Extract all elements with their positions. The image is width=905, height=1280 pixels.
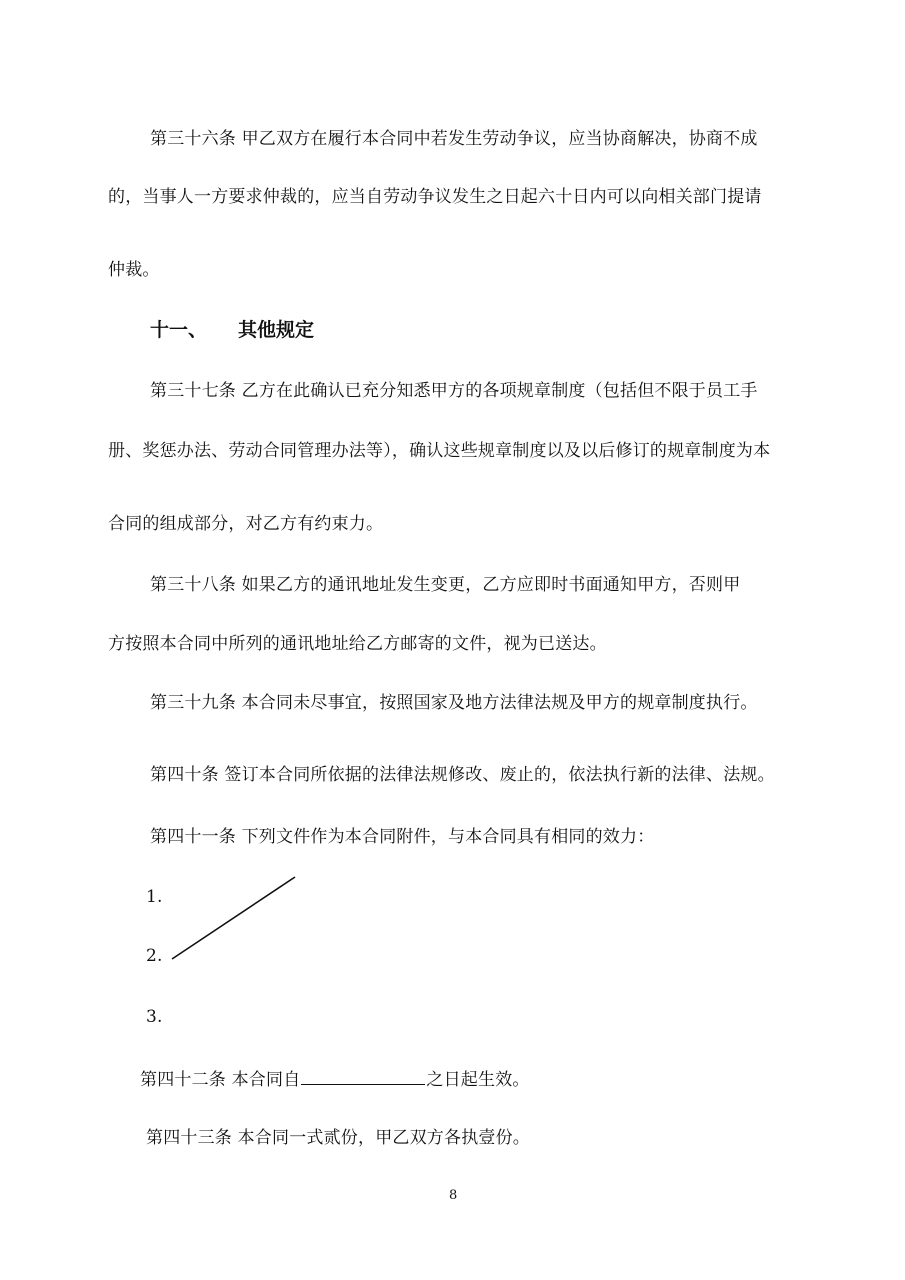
- attachment-item-1: 1.: [146, 887, 163, 907]
- section-11-number: 十一、: [150, 319, 208, 341]
- article-38-line-2: 方按照本合同中所列的通讯地址给乙方邮寄的文件，视为已送达。: [108, 634, 607, 654]
- article-39: 第三十九条 本合同未尽事宜，按照国家及地方法律法规及甲方的规章制度执行。: [150, 693, 758, 713]
- section-11-heading: [150, 318, 314, 342]
- article-41: 第四十一条 下列文件作为本合同附件，与本合同具有相同的效力：: [150, 827, 655, 847]
- article-42: [140, 1068, 530, 1091]
- article-42-suffix: 之日起生效。: [426, 1070, 530, 1090]
- article-43: 第四十三条 本合同一式贰份，甲乙双方各执壹份。: [146, 1128, 531, 1148]
- article-37-line-2: 册、奖惩办法、劳动合同管理办法等），确认这些规章制度以及以后修订的规章制度为本: [108, 441, 771, 461]
- article-42-prefix: 第四十二条 本合同自: [140, 1070, 301, 1090]
- article-37-line-1: 第三十七条 乙方在此确认已充分知悉甲方的各项规章制度（包括但不限于员工手: [150, 381, 758, 401]
- effective-date-blank: [301, 1068, 425, 1085]
- diagonal-strike-mark: [172, 877, 295, 959]
- article-36-line-1: 第三十六条 甲乙双方在履行本合同中若发生劳动争议，应当协商解决，协商不成: [150, 129, 758, 149]
- article-36-line-2: 的，当事人一方要求仲裁的，应当自劳动争议发生之日起六十日内可以向相关部门提请: [108, 187, 762, 207]
- article-36-line-3: 仲裁。: [108, 260, 160, 280]
- page-number: 8: [449, 1188, 458, 1203]
- article-40: 第四十条 签订本合同所依据的法律法规修改、废止的，依法执行新的法律、法规。: [150, 765, 775, 785]
- attachment-item-3: 3.: [146, 1007, 163, 1027]
- article-37-line-3: 合同的组成部分，对乙方有约束力。: [108, 514, 384, 534]
- article-38-line-1: 第三十八条 如果乙方的通讯地址发生变更，乙方应即时书面通知甲方，否则甲: [150, 575, 741, 595]
- section-11-title: 其他规定: [238, 319, 315, 341]
- attachment-item-2: 2.: [146, 946, 163, 966]
